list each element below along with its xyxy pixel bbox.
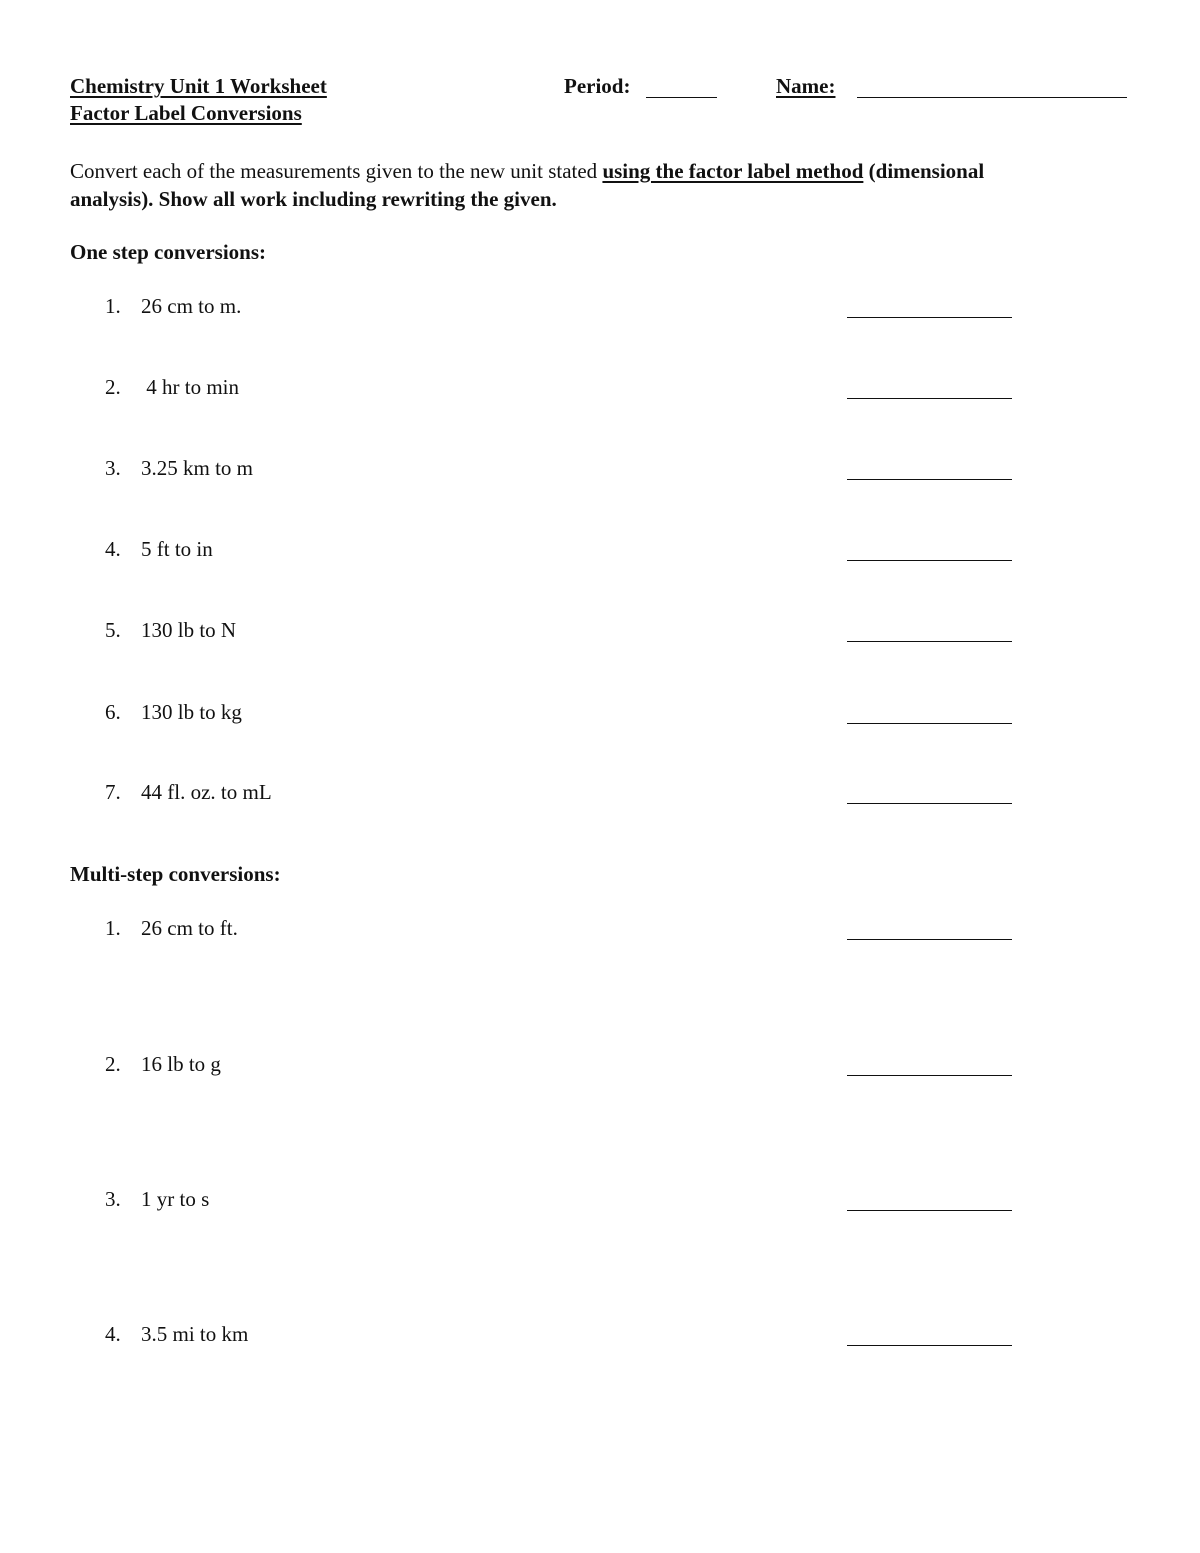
name-label: Name: bbox=[776, 74, 836, 98]
answer-blank[interactable] bbox=[847, 479, 1012, 480]
problem-number: 2. bbox=[105, 1052, 121, 1076]
problem-number: 3. bbox=[105, 1187, 121, 1211]
answer-blank[interactable] bbox=[847, 1345, 1012, 1346]
problem-number: 5. bbox=[105, 618, 121, 642]
answer-blank[interactable] bbox=[847, 560, 1012, 561]
answer-blank[interactable] bbox=[847, 398, 1012, 399]
problem-number: 1. bbox=[105, 294, 121, 318]
answer-blank[interactable] bbox=[847, 1075, 1012, 1076]
problem-text: 130 lb to kg bbox=[141, 700, 242, 724]
problem-number: 7. bbox=[105, 780, 121, 804]
problem-text: 26 cm to ft. bbox=[141, 916, 238, 940]
problem-text: 16 lb to g bbox=[141, 1052, 221, 1076]
instructions-text-2: (dimensional bbox=[863, 159, 985, 183]
answer-blank[interactable] bbox=[847, 939, 1012, 940]
answer-blank[interactable] bbox=[847, 803, 1012, 804]
problem-text: 3.5 mi to km bbox=[141, 1322, 249, 1346]
problem-text: 5 ft to in bbox=[141, 537, 213, 561]
name-blank[interactable] bbox=[857, 97, 1127, 98]
period-label: Period: bbox=[564, 74, 631, 98]
problem-number: 1. bbox=[105, 916, 121, 940]
problem-text: 3.25 km to m bbox=[141, 456, 254, 480]
problem-number: 6. bbox=[105, 700, 121, 724]
section-heading-multi-step: Multi-step conversions: bbox=[70, 862, 281, 886]
instructions-line-2: analysis). Show all work including rewriting the given. bbox=[70, 187, 557, 211]
problem-text: 1 yr to s bbox=[141, 1187, 210, 1211]
period-blank[interactable] bbox=[646, 97, 717, 98]
answer-blank[interactable] bbox=[847, 317, 1012, 318]
problem-text: 4 hr to min bbox=[141, 375, 239, 399]
section-heading-one-step: One step conversions: bbox=[70, 240, 266, 264]
answer-blank[interactable] bbox=[847, 641, 1012, 642]
instructions-text: Convert each of the measurements given to the new unit stated bbox=[70, 159, 603, 183]
problem-text: 130 lb to N bbox=[141, 618, 237, 642]
worksheet-title: Chemistry Unit 1 Worksheet bbox=[70, 74, 327, 98]
problem-number: 3. bbox=[105, 456, 121, 480]
instructions-line-1 bbox=[70, 157, 984, 185]
problem-number: 2. bbox=[105, 375, 121, 399]
problem-text: 26 cm to m. bbox=[141, 294, 242, 318]
answer-blank[interactable] bbox=[847, 723, 1012, 724]
problem-number: 4. bbox=[105, 537, 121, 561]
problem-number: 4. bbox=[105, 1322, 121, 1346]
answer-blank[interactable] bbox=[847, 1210, 1012, 1211]
worksheet-subtitle: Factor Label Conversions bbox=[70, 101, 302, 125]
problem-text: 44 fl. oz. to mL bbox=[141, 780, 272, 804]
instructions-emphasis: using the factor label method bbox=[602, 159, 864, 183]
